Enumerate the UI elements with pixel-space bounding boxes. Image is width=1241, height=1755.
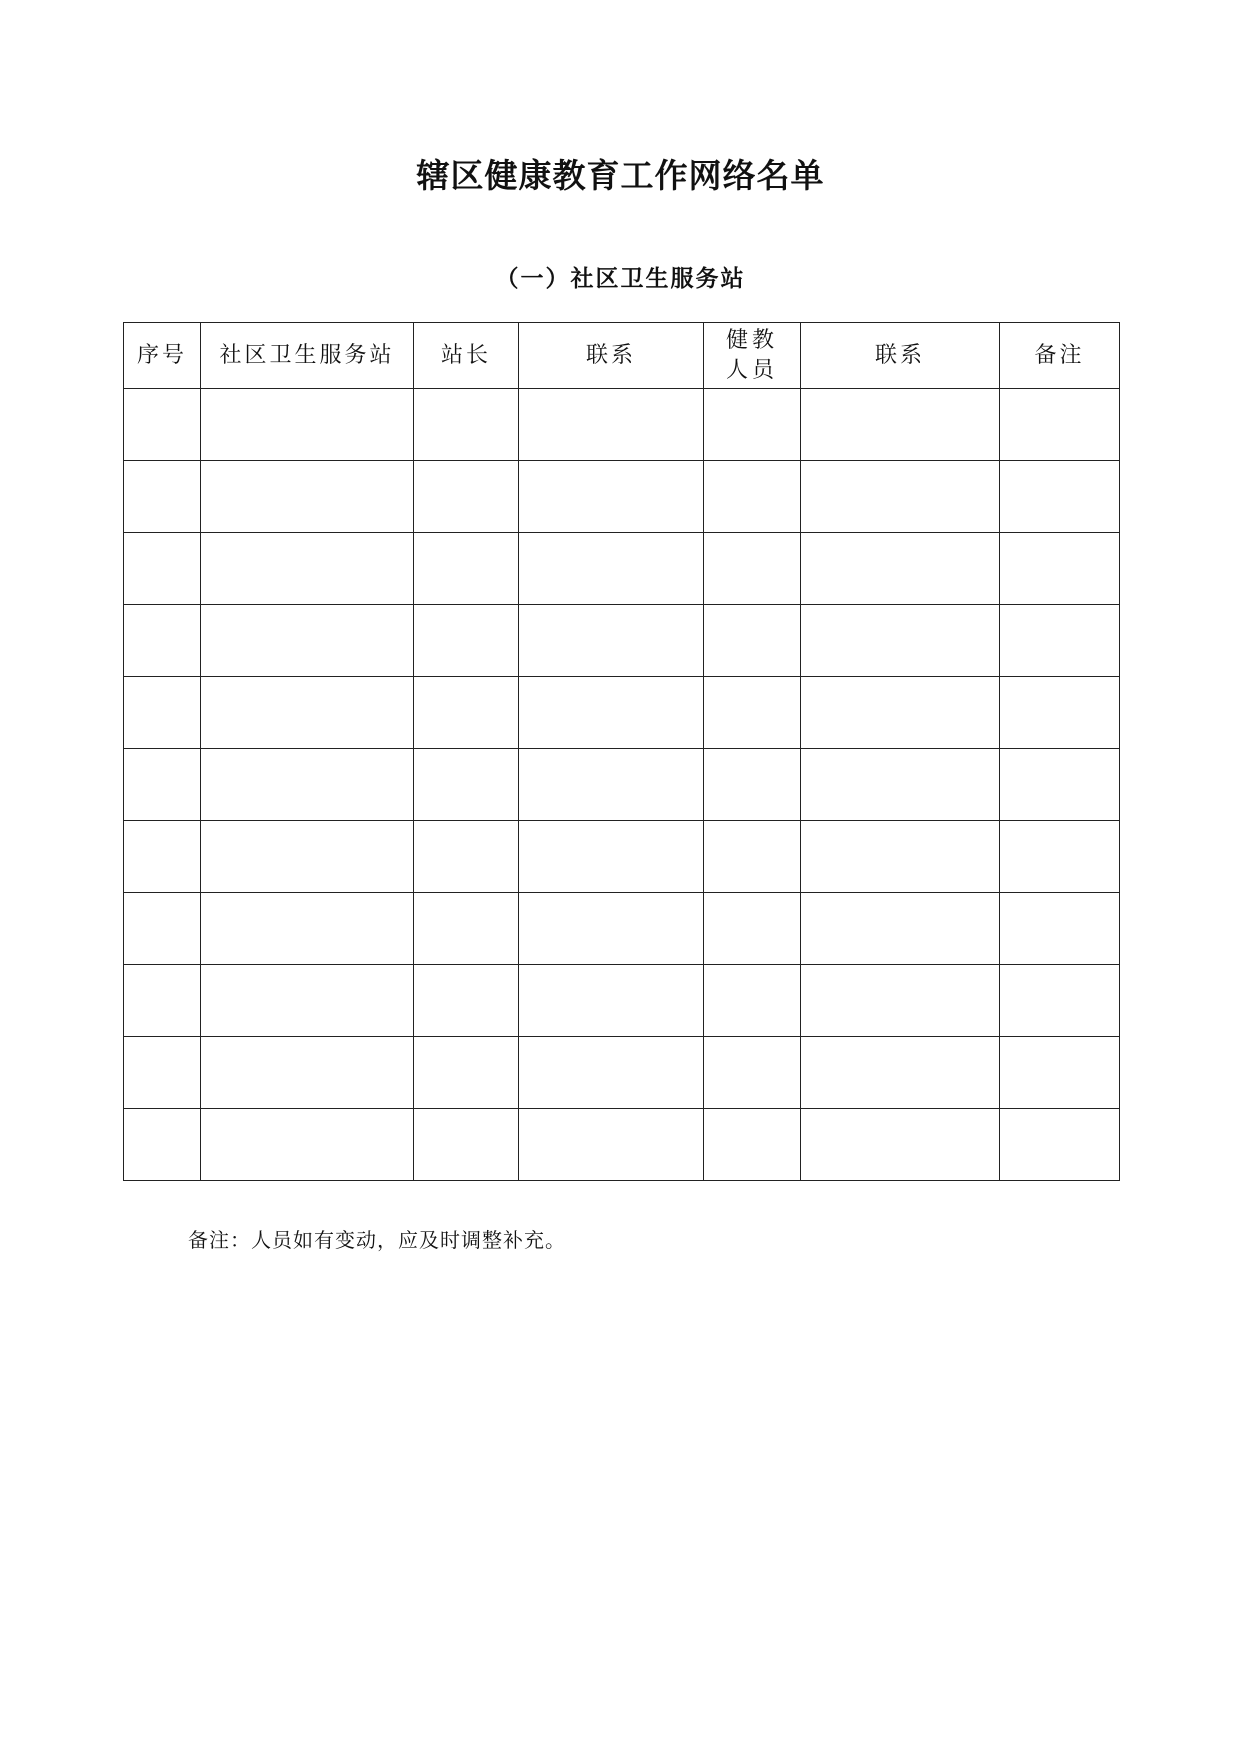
header-director: 站长	[414, 323, 519, 389]
cell-index	[124, 965, 201, 1037]
cell-educator-contact	[801, 821, 1000, 893]
cell-educator-contact	[801, 461, 1000, 533]
cell-remarks	[1000, 461, 1120, 533]
table-row	[124, 1037, 1120, 1109]
cell-remarks	[1000, 965, 1120, 1037]
cell-educator-contact	[801, 893, 1000, 965]
cell-health-educator	[704, 605, 801, 677]
document-title: 辖区健康教育工作网络名单	[416, 156, 825, 195]
cell-station	[201, 389, 414, 461]
cell-contact	[519, 749, 704, 821]
cell-station	[201, 605, 414, 677]
table-row	[124, 749, 1120, 821]
cell-director	[414, 749, 519, 821]
table-row	[124, 533, 1120, 605]
table-header-row	[124, 323, 1120, 389]
table-row	[124, 461, 1120, 533]
cell-educator-contact	[801, 677, 1000, 749]
cell-health-educator	[704, 893, 801, 965]
table-row	[124, 965, 1120, 1037]
cell-contact	[519, 533, 704, 605]
header-contact: 联系	[519, 323, 704, 389]
cell-remarks	[1000, 1109, 1120, 1181]
cell-remarks	[1000, 605, 1120, 677]
cell-station	[201, 965, 414, 1037]
cell-contact	[519, 821, 704, 893]
cell-station	[201, 677, 414, 749]
cell-station	[201, 533, 414, 605]
cell-educator-contact	[801, 533, 1000, 605]
section-title: （一）社区卫生服务站	[495, 266, 746, 292]
cell-educator-contact	[801, 1109, 1000, 1181]
cell-station	[201, 893, 414, 965]
header-index: 序号	[124, 323, 201, 389]
cell-director	[414, 605, 519, 677]
cell-director	[414, 821, 519, 893]
footnote: 备注：人员如有变动，应及时调整补充。	[188, 1228, 566, 1252]
table-row	[124, 893, 1120, 965]
cell-educator-contact	[801, 605, 1000, 677]
roster-table	[123, 322, 1120, 1181]
cell-index	[124, 821, 201, 893]
cell-remarks	[1000, 389, 1120, 461]
cell-station	[201, 1109, 414, 1181]
cell-director	[414, 389, 519, 461]
cell-index	[124, 893, 201, 965]
cell-index	[124, 749, 201, 821]
header-educator-contact: 联系	[801, 323, 1000, 389]
table-row	[124, 677, 1120, 749]
cell-educator-contact	[801, 389, 1000, 461]
header-health-educator: 健教 人员	[704, 323, 801, 389]
table-row	[124, 389, 1120, 461]
cell-educator-contact	[801, 1037, 1000, 1109]
cell-director	[414, 533, 519, 605]
cell-contact	[519, 965, 704, 1037]
cell-director	[414, 461, 519, 533]
cell-educator-contact	[801, 749, 1000, 821]
cell-director	[414, 893, 519, 965]
cell-director	[414, 1037, 519, 1109]
cell-index	[124, 389, 201, 461]
cell-index	[124, 533, 201, 605]
cell-remarks	[1000, 893, 1120, 965]
cell-contact	[519, 1037, 704, 1109]
table-body	[124, 389, 1120, 1181]
cell-remarks	[1000, 821, 1120, 893]
cell-educator-contact	[801, 965, 1000, 1037]
cell-remarks	[1000, 749, 1120, 821]
cell-index	[124, 605, 201, 677]
cell-health-educator	[704, 533, 801, 605]
cell-remarks	[1000, 1037, 1120, 1109]
cell-station	[201, 461, 414, 533]
cell-station	[201, 749, 414, 821]
cell-station	[201, 1037, 414, 1109]
cell-remarks	[1000, 533, 1120, 605]
cell-contact	[519, 389, 704, 461]
cell-health-educator	[704, 461, 801, 533]
cell-director	[414, 677, 519, 749]
cell-health-educator	[704, 749, 801, 821]
cell-contact	[519, 1109, 704, 1181]
cell-index	[124, 461, 201, 533]
cell-health-educator	[704, 1109, 801, 1181]
cell-contact	[519, 893, 704, 965]
table-row	[124, 1109, 1120, 1181]
cell-health-educator	[704, 389, 801, 461]
table-row	[124, 821, 1120, 893]
cell-health-educator	[704, 965, 801, 1037]
table-row	[124, 605, 1120, 677]
cell-director	[414, 965, 519, 1037]
header-remarks: 备注	[1000, 323, 1120, 389]
cell-health-educator	[704, 1037, 801, 1109]
cell-director	[414, 1109, 519, 1181]
cell-health-educator	[704, 821, 801, 893]
cell-station	[201, 821, 414, 893]
cell-health-educator	[704, 677, 801, 749]
cell-index	[124, 1109, 201, 1181]
cell-contact	[519, 677, 704, 749]
cell-index	[124, 1037, 201, 1109]
cell-contact	[519, 605, 704, 677]
cell-remarks	[1000, 677, 1120, 749]
header-station: 社区卫生服务站	[201, 323, 414, 389]
cell-index	[124, 677, 201, 749]
cell-contact	[519, 461, 704, 533]
